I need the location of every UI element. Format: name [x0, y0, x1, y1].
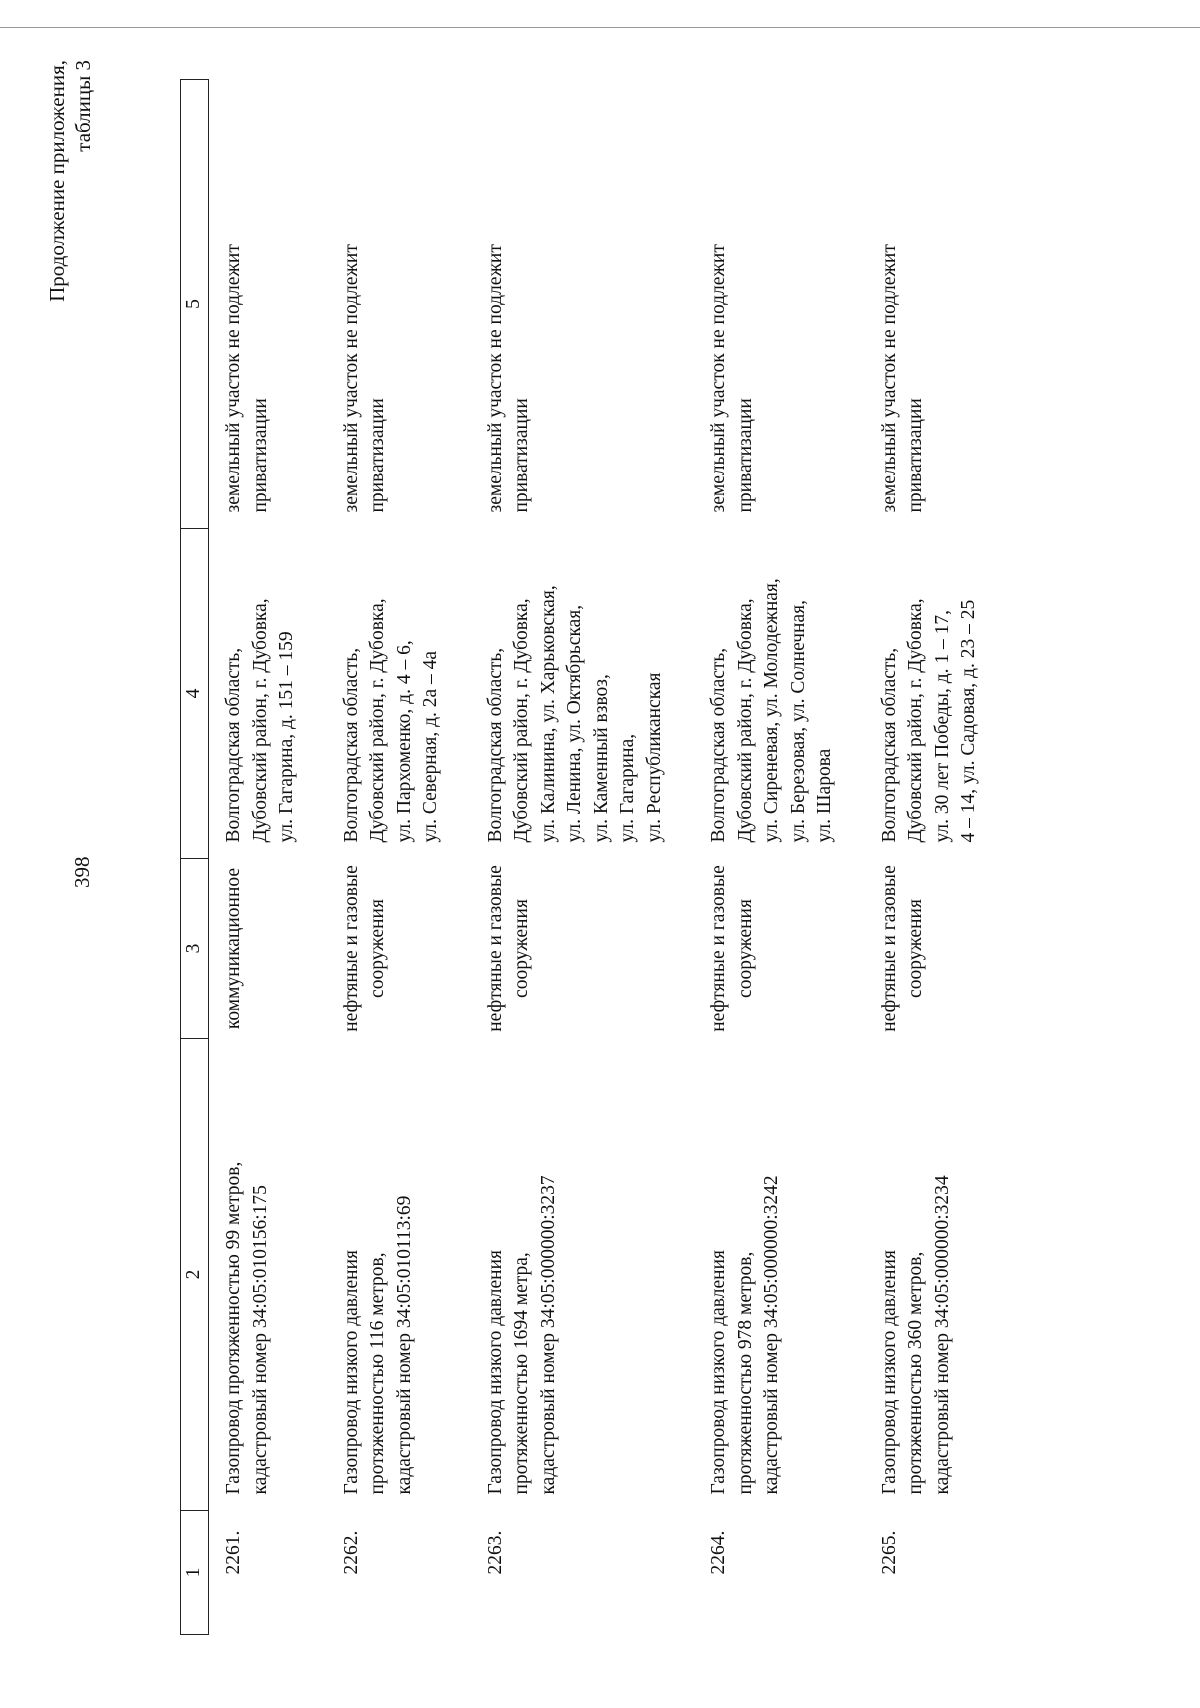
cell-text-line: ул. 30 лет Победы, д. 1 – 17,	[931, 610, 953, 843]
category-cell	[209, 859, 327, 1039]
cell-text-line: сооружения	[905, 899, 926, 998]
cell-text-line: земельный участок не подлежит	[340, 244, 362, 513]
cell-text-line: Газопровод протяженностью 99 метров,	[223, 1161, 244, 1495]
table-row	[209, 80, 327, 1635]
cell-text-line: Дубовский район, г. Дубовка,	[734, 598, 756, 843]
cell-text-line: кадастровый номер 34:05:000000:3242	[761, 1175, 782, 1495]
table-row	[694, 80, 865, 1635]
table-row	[471, 80, 695, 1635]
address-cell	[471, 529, 695, 859]
cell-text-line: Дубовский район, г. Дубовка,	[511, 598, 532, 843]
cell-text-line: сооружения	[367, 899, 388, 998]
cell-text-line: сооружения	[734, 899, 756, 998]
table-row	[327, 80, 471, 1635]
cell-text-line: ул. Березовая, ул. Солнечная,	[787, 600, 809, 843]
cell-text-line: нефтяные и газовые	[484, 865, 506, 1032]
column-header: 1	[181, 1511, 209, 1635]
cell-text-line: Газопровод низкого давления	[340, 1250, 362, 1495]
note-cell	[471, 80, 695, 529]
row-number-cell: 2261.	[223, 1530, 244, 1575]
cell-text-line: кадастровый номер 34:05:000000:3237	[537, 1175, 559, 1495]
row-number-cell: 2262.	[340, 1530, 362, 1575]
cell-text-line: ул. Гагарина, д. 151 – 159	[276, 631, 297, 843]
property-register-table	[180, 79, 1009, 1635]
cell-text-line: ул. Республиканская	[643, 672, 665, 843]
address-cell	[209, 529, 327, 859]
cell-text-line: приватизации	[249, 398, 271, 513]
cell-text-line: приватизации	[734, 398, 756, 513]
object-name-cell	[471, 1039, 695, 1511]
cell-text-line: Волгоградская область,	[340, 647, 362, 843]
object-name-cell	[327, 1039, 471, 1511]
cell-text-line: нефтяные и газовые	[340, 865, 362, 1032]
cell-text-line: ул. Ленина, ул. Октябрьская,	[564, 604, 585, 843]
cell-text-line: протяженностью 1694 метра,	[511, 1252, 532, 1495]
cell-text-line: кадастровый номер 34:05:000000:3234	[931, 1175, 953, 1495]
category-cell	[694, 859, 865, 1039]
category-cell	[327, 859, 471, 1039]
cell-text-line: Дубовский район, г. Дубовка,	[905, 598, 926, 843]
cell-text-line: приватизации	[905, 398, 926, 513]
cell-text-line: протяженностью 360 метров,	[905, 1251, 926, 1495]
object-name-cell	[865, 1039, 1009, 1511]
cell-text-line: Волгоградская область,	[878, 647, 900, 843]
cell-text-line: ул. Каменный взвоз,	[590, 674, 612, 843]
cell-text-line: ул. Шарова	[814, 748, 835, 843]
cell-text-line: Дубовский район, г. Дубовка,	[367, 598, 388, 843]
cell-text-line: Газопровод низкого давления	[878, 1250, 900, 1495]
scan-edge-line	[0, 27, 1200, 28]
address-cell	[327, 529, 471, 859]
note-cell	[209, 80, 327, 529]
cell-text-line: приватизации	[367, 398, 388, 513]
cell-text-line: земельный участок не подлежит	[223, 244, 244, 513]
page-number: 398	[70, 856, 94, 888]
cell-text-line: коммуникационное	[223, 867, 244, 1030]
cell-text-line: Газопровод низкого давления	[484, 1250, 506, 1495]
column-number-row	[181, 80, 209, 1635]
cell-text-line: нефтяные и газовые	[708, 865, 729, 1032]
cell-text-line: нефтяные и газовые	[878, 865, 900, 1032]
cell-text-line: Газопровод низкого давления	[708, 1250, 729, 1495]
cell-text-line: ул. Северная, д. 2а – 4а	[420, 650, 441, 843]
column-header: 2	[181, 1039, 209, 1511]
continuation-line: таблицы 3	[71, 60, 95, 152]
continuation-line: Продолжение приложения,	[45, 60, 69, 302]
cell-text-line: ул. Пархоменко, д. 4 – 6,	[393, 640, 415, 843]
cell-text-line: земельный участок не подлежит	[878, 244, 900, 513]
cell-text-line: кадастровый номер 34:05:010113:69	[393, 1195, 415, 1495]
row-number-cell: 2264.	[708, 1530, 729, 1575]
cell-text-line: протяженностью 116 метров,	[367, 1252, 388, 1495]
category-cell	[471, 859, 695, 1039]
column-header: 3	[181, 859, 209, 1039]
cell-text-line: сооружения	[511, 899, 532, 998]
cell-text-line: кадастровый номер 34:05:010156:175	[249, 1185, 271, 1495]
column-header: 5	[181, 80, 209, 529]
row-number-cell: 2263.	[484, 1530, 506, 1575]
continuation-note	[44, 60, 96, 420]
address-cell	[865, 529, 1009, 859]
cell-text-line: ул. Сиреневая, ул. Молодежная,	[761, 578, 782, 843]
cell-text-line: приватизации	[511, 398, 532, 513]
cell-text-line: Волгоградская область,	[484, 647, 506, 843]
cell-text-line: 4 – 14, ул. Садовая, д. 23 – 25	[958, 599, 979, 843]
row-number-cell: 2265.	[878, 1530, 900, 1575]
cell-text-line: ул. Гагарина,	[617, 733, 638, 843]
cell-text-line: Волгоградская область,	[708, 647, 729, 843]
category-cell	[865, 859, 1009, 1039]
cell-text-line: Волгоградская область,	[223, 647, 244, 843]
note-cell	[327, 80, 471, 529]
cell-text-line: протяженностью 978 метров,	[734, 1251, 756, 1495]
address-cell	[694, 529, 865, 859]
cell-text-line: земельный участок не подлежит	[484, 244, 506, 513]
cell-text-line: Дубовский район, г. Дубовка,	[249, 598, 271, 843]
note-cell	[694, 80, 865, 529]
note-cell	[865, 80, 1009, 529]
object-name-cell	[694, 1039, 865, 1511]
object-name-cell	[209, 1039, 327, 1511]
cell-text-line: земельный участок не подлежит	[708, 244, 729, 513]
cell-text-line: ул. Калинина, ул. Харьковская,	[537, 585, 559, 843]
table-row	[865, 80, 1009, 1635]
column-header: 4	[181, 529, 209, 859]
